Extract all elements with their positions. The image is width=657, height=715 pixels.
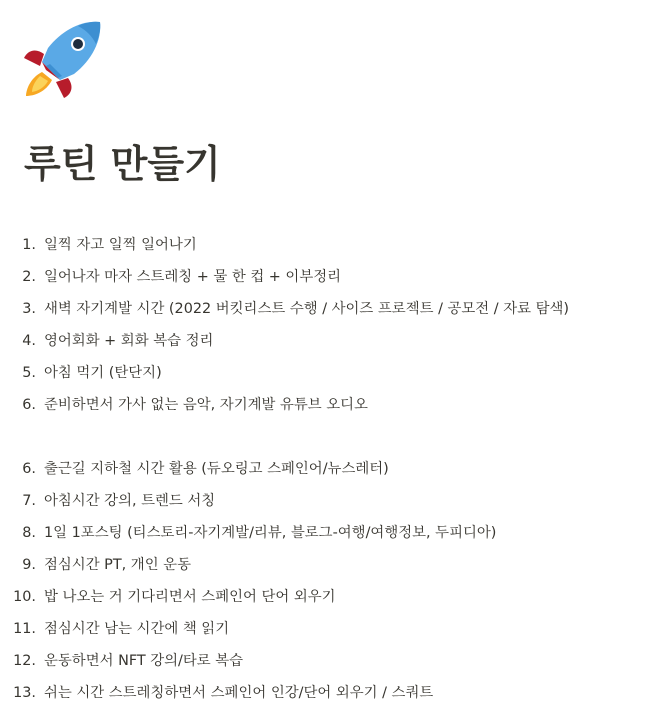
list-item-number: 10. — [13, 589, 36, 605]
rocket-icon[interactable] — [22, 18, 104, 100]
list-item[interactable] — [0, 453, 657, 485]
list-item[interactable] — [0, 293, 657, 325]
list-item[interactable] — [0, 517, 657, 549]
list-item-number: 5. — [22, 365, 36, 381]
list-item[interactable] — [0, 261, 657, 293]
page-title: 루틴 만들기 — [24, 142, 221, 186]
list-item-number: 4. — [22, 333, 36, 349]
list-item-text[interactable]: 준비하면서 가사 없는 음악, 자기계발 유튜브 오디오 — [44, 397, 368, 413]
routine-list-morning — [0, 229, 657, 421]
list-item-text[interactable]: 운동하면서 NFT 강의/타로 복습 — [44, 653, 244, 669]
list-item[interactable] — [0, 613, 657, 645]
list-item[interactable] — [0, 389, 657, 421]
list-item-text[interactable]: 점심시간 남는 시간에 책 읽기 — [44, 621, 230, 637]
list-item-text[interactable]: 쉬는 시간 스트레칭하면서 스페인어 인강/단어 외우기 / 스쿼트 — [44, 685, 434, 701]
list-item-number: 13. — [13, 685, 36, 701]
list-item-number: 6. — [22, 397, 36, 413]
list-item-number: 9. — [22, 557, 36, 573]
list-item-number: 8. — [22, 525, 36, 541]
list-item-text[interactable]: 밥 나오는 거 기다리면서 스페인어 단어 외우기 — [44, 589, 336, 605]
list-item-number: 1. — [22, 237, 36, 253]
list-item-number: 3. — [22, 301, 36, 317]
list-item-number: 11. — [13, 621, 36, 637]
list-item-text[interactable]: 일찍 자고 일찍 일어나기 — [44, 237, 197, 253]
list-item-text[interactable]: 점심시간 PT, 개인 운동 — [44, 557, 191, 573]
list-item[interactable] — [0, 549, 657, 581]
list-item-text[interactable]: 아침시간 강의, 트렌드 서칭 — [44, 493, 216, 509]
list-item-number: 7. — [22, 493, 36, 509]
list-item-number: 6. — [22, 461, 36, 477]
list-item[interactable] — [0, 229, 657, 261]
list-item[interactable] — [0, 645, 657, 677]
list-item-text[interactable]: 아침 먹기 (탄단지) — [44, 365, 162, 381]
list-item[interactable] — [0, 325, 657, 357]
list-item-number: 12. — [13, 653, 36, 669]
list-item-text[interactable]: 영어회화 + 회화 복습 정리 — [44, 333, 214, 349]
list-item-text[interactable]: 1일 1포스팅 (티스토리-자기계발/리뷰, 블로그-여행/여행정보, 두피디아) — [44, 525, 497, 541]
list-item-number: 2. — [22, 269, 36, 285]
list-item[interactable] — [0, 357, 657, 389]
list-item-text[interactable]: 새벽 자기계발 시간 (2022 버킷리스트 수행 / 사이즈 프로젝트 / 공모전 / 자료 탐색) — [44, 301, 570, 317]
list-item-text[interactable]: 일어나자 마자 스트레칭 + 물 한 컵 + 이부정리 — [44, 269, 342, 285]
list-item[interactable] — [0, 581, 657, 613]
list-item[interactable] — [0, 677, 657, 709]
list-item[interactable] — [0, 485, 657, 517]
list-item-text[interactable]: 출근길 지하철 시간 활용 (듀오링고 스페인어/뉴스레터) — [44, 461, 389, 477]
routine-list-workday — [0, 453, 657, 709]
